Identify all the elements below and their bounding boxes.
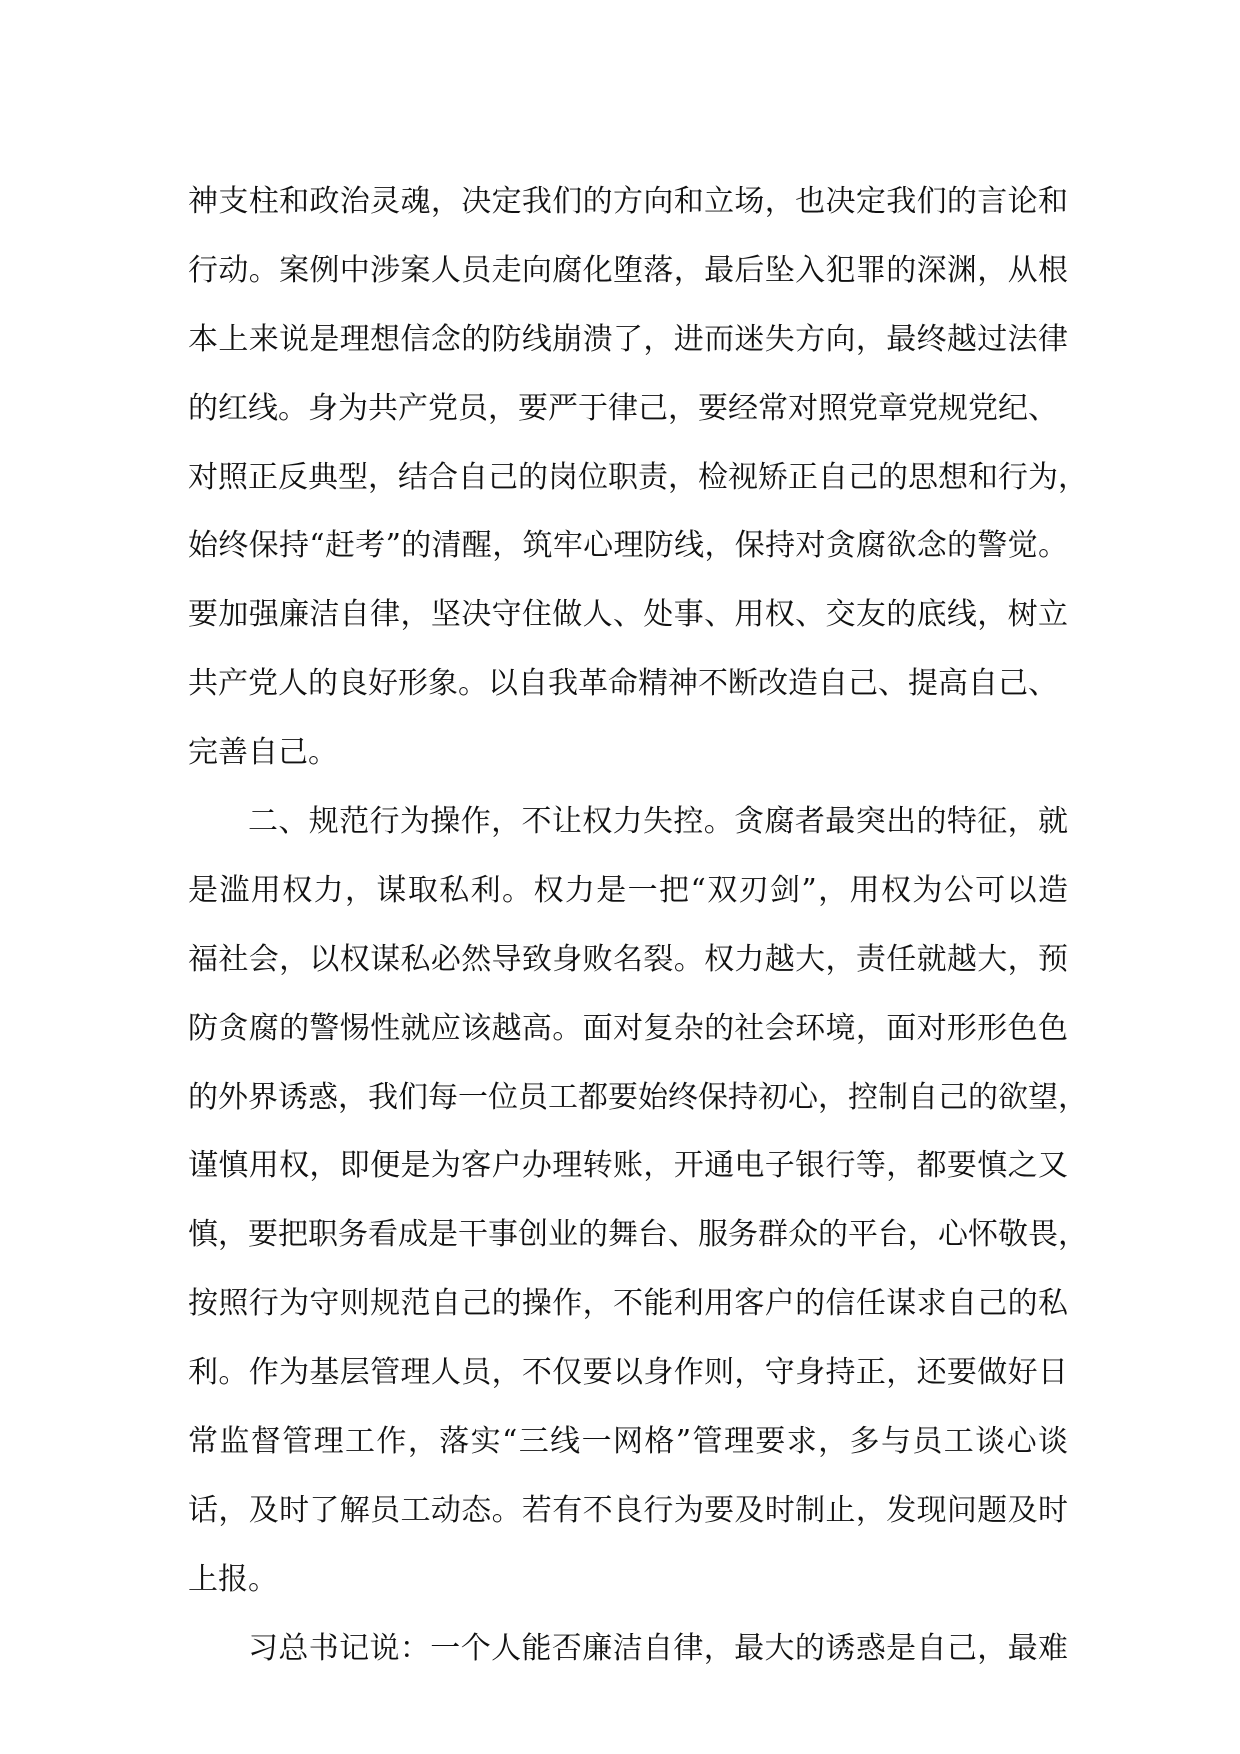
text-line: 的红线。身为共产党员，要严于律己，要经常对照党章党规党纪、 [188,390,1058,426]
text-line: 谨慎用权，即便是为客户办理转账，开通电子银行等，都要慎之又 [188,1148,1068,1184]
text-line: 的外界诱惑，我们每一位员工都要始终保持初心，控制自己的欲望， [188,1079,1088,1115]
text-line: 本上来说是理想信念的防线崩溃了，进而迷失方向，最终越过法律 [188,321,1068,357]
text-line: 利。作为基层管理人员，不仅要以身作则，守身持正，还要做好日 [188,1355,1068,1391]
document-body [188,168,1088,1684]
text-line: 是滥用权力，谋取私利。权力是一把“双刃剑”，用权为公可以造 [188,872,1068,908]
text-line: 慎，要把职务看成是干事创业的舞台、服务群众的平台，心怀敬畏， [188,1217,1088,1253]
text-line: 福社会，以权谋私必然导致身败名裂。权力越大，责任就越大，预 [188,941,1068,977]
text-line: 完善自己。 [188,735,338,771]
text-line: 行动。案例中涉案人员走向腐化堕落，最后坠入犯罪的深渊，从根 [188,252,1068,288]
text-line: 始终保持“赶考”的清醒，筑牢心理防线，保持对贪腐欲念的警觉。 [188,528,1068,564]
text-line: 常监督管理工作，落实“三线一网格”管理要求，多与员工谈心谈 [188,1424,1068,1460]
text-line: 话，及时了解员工动态。若有不良行为要及时制止，发现问题及时 [188,1492,1068,1528]
text-line: 习总书记说：一个人能否廉洁自律，最大的诱惑是自己，最难 [248,1630,1068,1666]
text-line: 上报。 [188,1561,278,1597]
text-line: 二、规范行为操作，不让权力失控。贪腐者最突出的特征，就 [248,804,1068,840]
text-line: 要加强廉洁自律，坚决守住做人、处事、用权、交友的底线，树立 [188,597,1068,633]
text-line: 按照行为守则规范自己的操作，不能利用客户的信任谋求自己的私 [188,1286,1068,1322]
text-line: 防贪腐的警惕性就应该越高。面对复杂的社会环境，面对形形色色 [188,1010,1068,1046]
text-line: 对照正反典型，结合自己的岗位职责，检视矫正自己的思想和行为， [188,459,1088,495]
text-line: 神支柱和政治灵魂，决定我们的方向和立场，也决定我们的言论和 [188,184,1068,219]
text-line: 共产党人的良好形象。以自我革命精神不断改造自己、提高自己、 [188,666,1058,702]
